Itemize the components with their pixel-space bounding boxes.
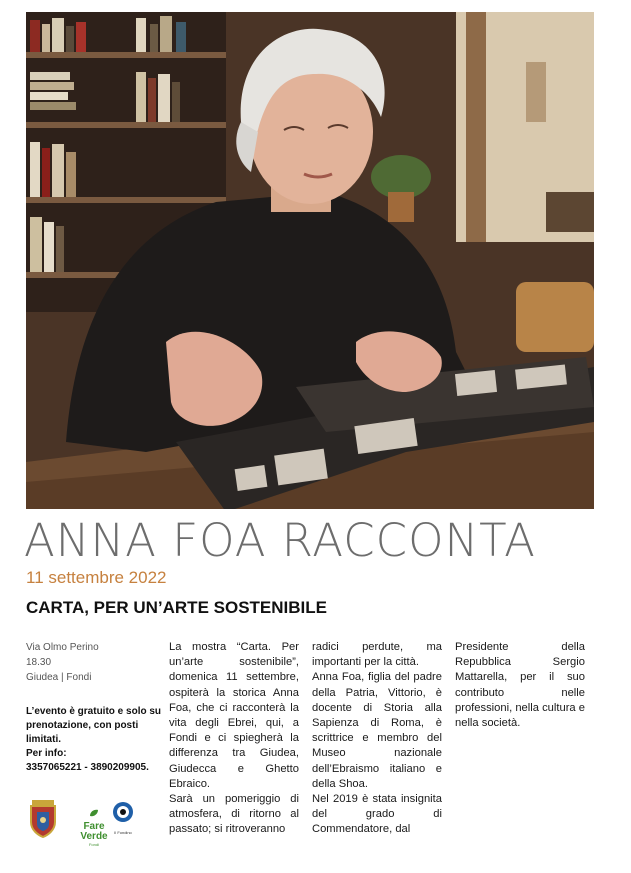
event-address: Via Olmo Perino <box>26 642 99 653</box>
event-subtitle: CARTA, PER UN’ARTE SOSTENIBILE <box>26 598 327 617</box>
il-fondino-logo <box>110 801 136 836</box>
contact-phones: 3357065221 - 3890209905. <box>26 762 149 773</box>
fare-verde-word2: Verde <box>80 831 108 842</box>
hero-photo <box>26 12 594 509</box>
page-title: ANNA FOA RACCONTA <box>24 514 536 567</box>
il-fondino-caption: Il Fondino <box>114 830 132 835</box>
paragraph: Anna Foa, figlia del padre della Patria, Vittorio, è docente di Storia alla Sapienza di Roma, è scrittrice e membro del Museo nazionale dell’Ebraismo italiano e della Shoa. <box>312 671 442 790</box>
event-notes <box>26 705 166 775</box>
event-time: 18.30 <box>26 657 52 668</box>
event-venue: Giudea | Fondi <box>26 672 92 683</box>
paragraph: Sarà un pomeriggio di atmosfera, di ritorno al passato; si ritroveranno <box>169 793 299 836</box>
body-column-3 <box>455 640 585 731</box>
sponsor-logos <box>26 798 166 847</box>
eye-icon <box>112 801 134 825</box>
body-column-1 <box>169 640 299 838</box>
event-date: 11 settembre 2022 <box>26 568 167 587</box>
paragraph: Nel 2019 è stata insignita del grado di Commendatore, dal <box>312 793 442 836</box>
free-event-note: L’evento è gratuito e solo su prenotazione, con posti limitati. <box>26 706 162 745</box>
event-info <box>26 640 161 685</box>
leaf-icon <box>89 809 99 817</box>
fare-verde-word1: Fare <box>83 821 105 832</box>
fare-verde-logo <box>74 804 114 848</box>
paragraph: Presidente della Repubblica Sergio Mattarella, per il suo contributo nelle professioni, nella cultura e nella società. <box>455 641 585 730</box>
paragraph: radici perdute, ma importanti per la città. <box>312 641 442 669</box>
fare-verde-word3: Fondi <box>88 842 99 847</box>
city-coat-of-arms-icon <box>26 798 60 843</box>
info-label: Per info: <box>26 748 67 759</box>
body-column-2 <box>312 640 442 838</box>
paragraph: La mostra “Carta. Per un’arte sostenibile”, domenica 11 settembre, ospiterà la storica Anna Foa, che ci racconterà la vita degli Ebrei, qui, a Fondi e ci spiegherà la differenza tra Giudea, Giudecca e Ghetto Ebraico. <box>169 641 299 790</box>
